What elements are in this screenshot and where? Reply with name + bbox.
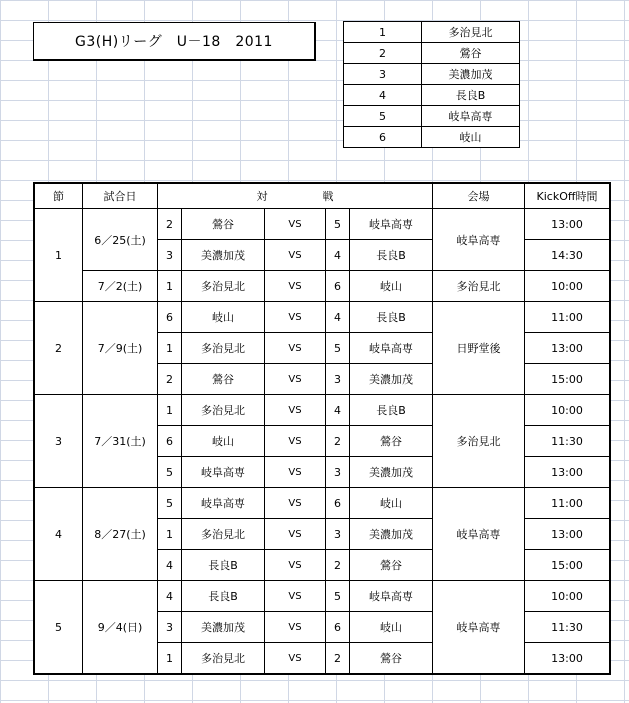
kickoff-time: 11:30 (525, 612, 611, 643)
away-team: 長良B (350, 302, 433, 333)
venue: 多治見北 (433, 395, 525, 488)
away-team: 鶯谷 (350, 426, 433, 457)
home-team: 岐山 (182, 426, 265, 457)
home-number: 1 (158, 643, 182, 675)
team-number: 2 (344, 43, 422, 64)
away-team: 美濃加茂 (350, 364, 433, 395)
away-number: 2 (326, 426, 350, 457)
home-team: 多治見北 (182, 333, 265, 364)
match-row (34, 209, 610, 240)
header-match (158, 183, 433, 209)
vs-label: VS (265, 457, 326, 488)
match-row (34, 271, 610, 302)
away-team: 長良B (350, 240, 433, 271)
match-date: 8／27(土) (83, 488, 158, 581)
away-number: 5 (326, 581, 350, 612)
away-number: 4 (326, 240, 350, 271)
round-number: 4 (34, 488, 83, 581)
home-team: 美濃加茂 (182, 612, 265, 643)
venue: 日野堂後 (433, 302, 525, 395)
header-kickoff: KickOff時間 (525, 183, 611, 209)
header-venue: 会場 (433, 183, 525, 209)
home-team: 岐山 (182, 302, 265, 333)
home-number: 5 (158, 457, 182, 488)
kickoff-time: 13:00 (525, 457, 611, 488)
venue: 多治見北 (433, 271, 525, 302)
round-number: 5 (34, 581, 83, 675)
home-number: 1 (158, 519, 182, 550)
kickoff-time: 10:00 (525, 395, 611, 426)
team-number: 4 (344, 85, 422, 106)
kickoff-time: 14:30 (525, 240, 611, 271)
team-number: 5 (344, 106, 422, 127)
kickoff-time: 13:00 (525, 209, 611, 240)
home-team: 鶯谷 (182, 364, 265, 395)
home-team: 長良B (182, 581, 265, 612)
team-name: 長良B (422, 85, 520, 106)
away-team: 鶯谷 (350, 550, 433, 581)
away-team: 長良B (350, 395, 433, 426)
home-team: 長良B (182, 550, 265, 581)
home-number: 2 (158, 364, 182, 395)
vs-label: VS (265, 240, 326, 271)
home-number: 1 (158, 395, 182, 426)
home-team: 岐阜高専 (182, 488, 265, 519)
team-number: 6 (344, 127, 422, 148)
home-number: 3 (158, 240, 182, 271)
home-team: 多治見北 (182, 643, 265, 675)
team-row (344, 106, 520, 127)
kickoff-time: 15:00 (525, 550, 611, 581)
home-team: 多治見北 (182, 519, 265, 550)
home-number: 2 (158, 209, 182, 240)
away-team: 岐山 (350, 612, 433, 643)
home-team: 多治見北 (182, 395, 265, 426)
home-number: 4 (158, 581, 182, 612)
away-number: 6 (326, 271, 350, 302)
home-number: 1 (158, 333, 182, 364)
team-row (344, 64, 520, 85)
away-team: 岐阜高専 (350, 333, 433, 364)
venue: 岐阜高専 (433, 488, 525, 581)
team-name: 岐阜高専 (422, 106, 520, 127)
kickoff-time: 15:00 (525, 364, 611, 395)
team-number: 3 (344, 64, 422, 85)
home-number: 6 (158, 426, 182, 457)
venue: 岐阜高専 (433, 209, 525, 271)
home-number: 5 (158, 488, 182, 519)
home-number: 6 (158, 302, 182, 333)
round-number: 2 (34, 302, 83, 395)
away-team: 岐阜高専 (350, 581, 433, 612)
home-number: 4 (158, 550, 182, 581)
away-team: 岐阜高専 (350, 209, 433, 240)
vs-label: VS (265, 612, 326, 643)
match-date: 7／9(土) (83, 302, 158, 395)
team-row (344, 43, 520, 64)
home-team: 多治見北 (182, 271, 265, 302)
match-date: 9／4(日) (83, 581, 158, 675)
kickoff-time: 11:00 (525, 302, 611, 333)
vs-label: VS (265, 550, 326, 581)
away-team: 岐山 (350, 488, 433, 519)
league-title: G3(H)リーグ U－18 2011 (33, 22, 316, 61)
vs-label: VS (265, 519, 326, 550)
away-number: 3 (326, 519, 350, 550)
vs-label: VS (265, 302, 326, 333)
away-number: 4 (326, 395, 350, 426)
match-date: 7／31(土) (83, 395, 158, 488)
match-row (34, 581, 610, 612)
match-date: 7／2(土) (83, 271, 158, 302)
team-row (344, 22, 520, 43)
kickoff-time: 13:00 (525, 519, 611, 550)
kickoff-time: 11:30 (525, 426, 611, 457)
team-row (344, 85, 520, 106)
schedule-table (33, 182, 611, 675)
vs-label: VS (265, 271, 326, 302)
vs-label: VS (265, 209, 326, 240)
home-team: 岐阜高専 (182, 457, 265, 488)
away-team: 美濃加茂 (350, 457, 433, 488)
header-date: 試合日 (83, 183, 158, 209)
vs-label: VS (265, 643, 326, 675)
away-number: 5 (326, 333, 350, 364)
team-name: 鶯谷 (422, 43, 520, 64)
away-number: 6 (326, 488, 350, 519)
vs-label: VS (265, 395, 326, 426)
away-team: 鶯谷 (350, 643, 433, 675)
kickoff-time: 13:00 (525, 643, 611, 675)
match-row (34, 395, 610, 426)
away-number: 3 (326, 364, 350, 395)
home-team: 美濃加茂 (182, 240, 265, 271)
vs-label: VS (265, 426, 326, 457)
away-number: 3 (326, 457, 350, 488)
team-name: 多治見北 (422, 22, 520, 43)
round-number: 1 (34, 209, 83, 302)
away-number: 6 (326, 612, 350, 643)
kickoff-time: 10:00 (525, 581, 611, 612)
kickoff-time: 10:00 (525, 271, 611, 302)
vs-label: VS (265, 333, 326, 364)
away-number: 5 (326, 209, 350, 240)
kickoff-time: 11:00 (525, 488, 611, 519)
match-date: 6／25(土) (83, 209, 158, 271)
away-team: 岐山 (350, 271, 433, 302)
team-name: 美濃加茂 (422, 64, 520, 85)
vs-label: VS (265, 364, 326, 395)
team-number: 1 (344, 22, 422, 43)
home-number: 3 (158, 612, 182, 643)
away-number: 2 (326, 550, 350, 581)
schedule-header-row (34, 183, 610, 209)
team-name: 岐山 (422, 127, 520, 148)
match-row (34, 302, 610, 333)
away-team: 美濃加茂 (350, 519, 433, 550)
vs-label: VS (265, 488, 326, 519)
header-setsu: 節 (34, 183, 83, 209)
round-number: 3 (34, 395, 83, 488)
team-list-table (343, 21, 520, 148)
vs-label: VS (265, 581, 326, 612)
team-row (344, 127, 520, 148)
home-number: 1 (158, 271, 182, 302)
away-number: 2 (326, 643, 350, 675)
match-row (34, 488, 610, 519)
away-number: 4 (326, 302, 350, 333)
kickoff-time: 13:00 (525, 333, 611, 364)
home-team: 鶯谷 (182, 209, 265, 240)
header-match-label: 対 戦 (256, 190, 356, 203)
venue: 岐阜高専 (433, 581, 525, 675)
